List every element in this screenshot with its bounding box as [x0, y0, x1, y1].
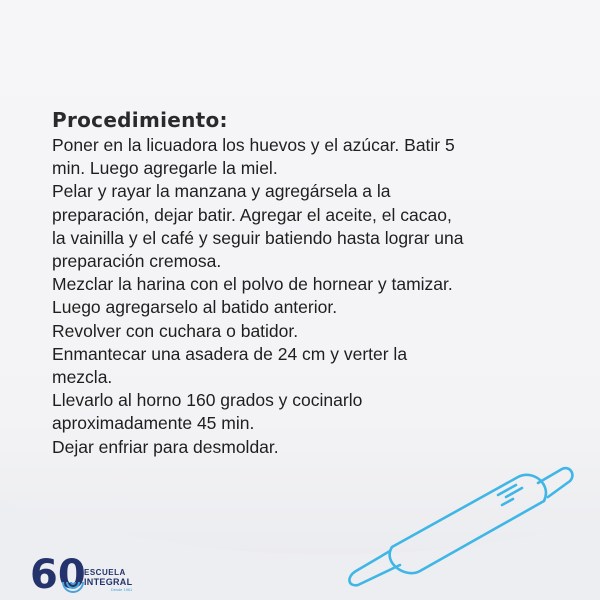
logo-wordmark: [84, 568, 132, 592]
logo-line2: INTEGRAL: [84, 577, 133, 587]
procedure-line: Revolver con cuchara o batidor.: [52, 320, 299, 341]
rolling-pin-icon: [330, 455, 580, 590]
logo-number: 60: [30, 552, 86, 594]
procedure-line: mezcla.: [52, 367, 113, 388]
procedure-line: preparación cremosa.: [52, 251, 222, 272]
procedure-line: aproximadamente 45 min.: [52, 413, 255, 434]
procedure-line: Mezclar la harina con el polvo de hornear y tamizar.: [52, 274, 453, 295]
recipe-procedure: [52, 108, 572, 459]
logo-line1: ESCUELA: [84, 568, 126, 577]
logo-tagline: Desde 1961: [110, 587, 133, 592]
procedure-line: min. Luego agregarle la miel.: [52, 158, 278, 179]
procedure-line: Pelar y rayar la manzana y agregársela a la: [52, 181, 391, 202]
procedure-line: la vainilla y el café y seguir batiendo hasta lograr una: [52, 227, 464, 248]
procedure-lines: [52, 134, 572, 459]
procedure-line: Poner en la licuadora los huevos y el azúcar. Batir 5: [52, 135, 455, 155]
procedure-line: Luego agregarselo al batido anterior.: [52, 297, 338, 318]
procedure-line: preparación, dejar batir. Agregar el aceite, el cacao,: [52, 204, 452, 225]
procedure-line: Enmantecar una asadera de 24 cm y verter la: [52, 343, 408, 364]
procedure-heading: Procedimiento:: [52, 108, 228, 132]
procedure-line: Llevarlo al horno 160 grados y cocinarlo: [52, 390, 363, 411]
procedure-line: Dejar enfriar para desmoldar.: [52, 436, 279, 457]
